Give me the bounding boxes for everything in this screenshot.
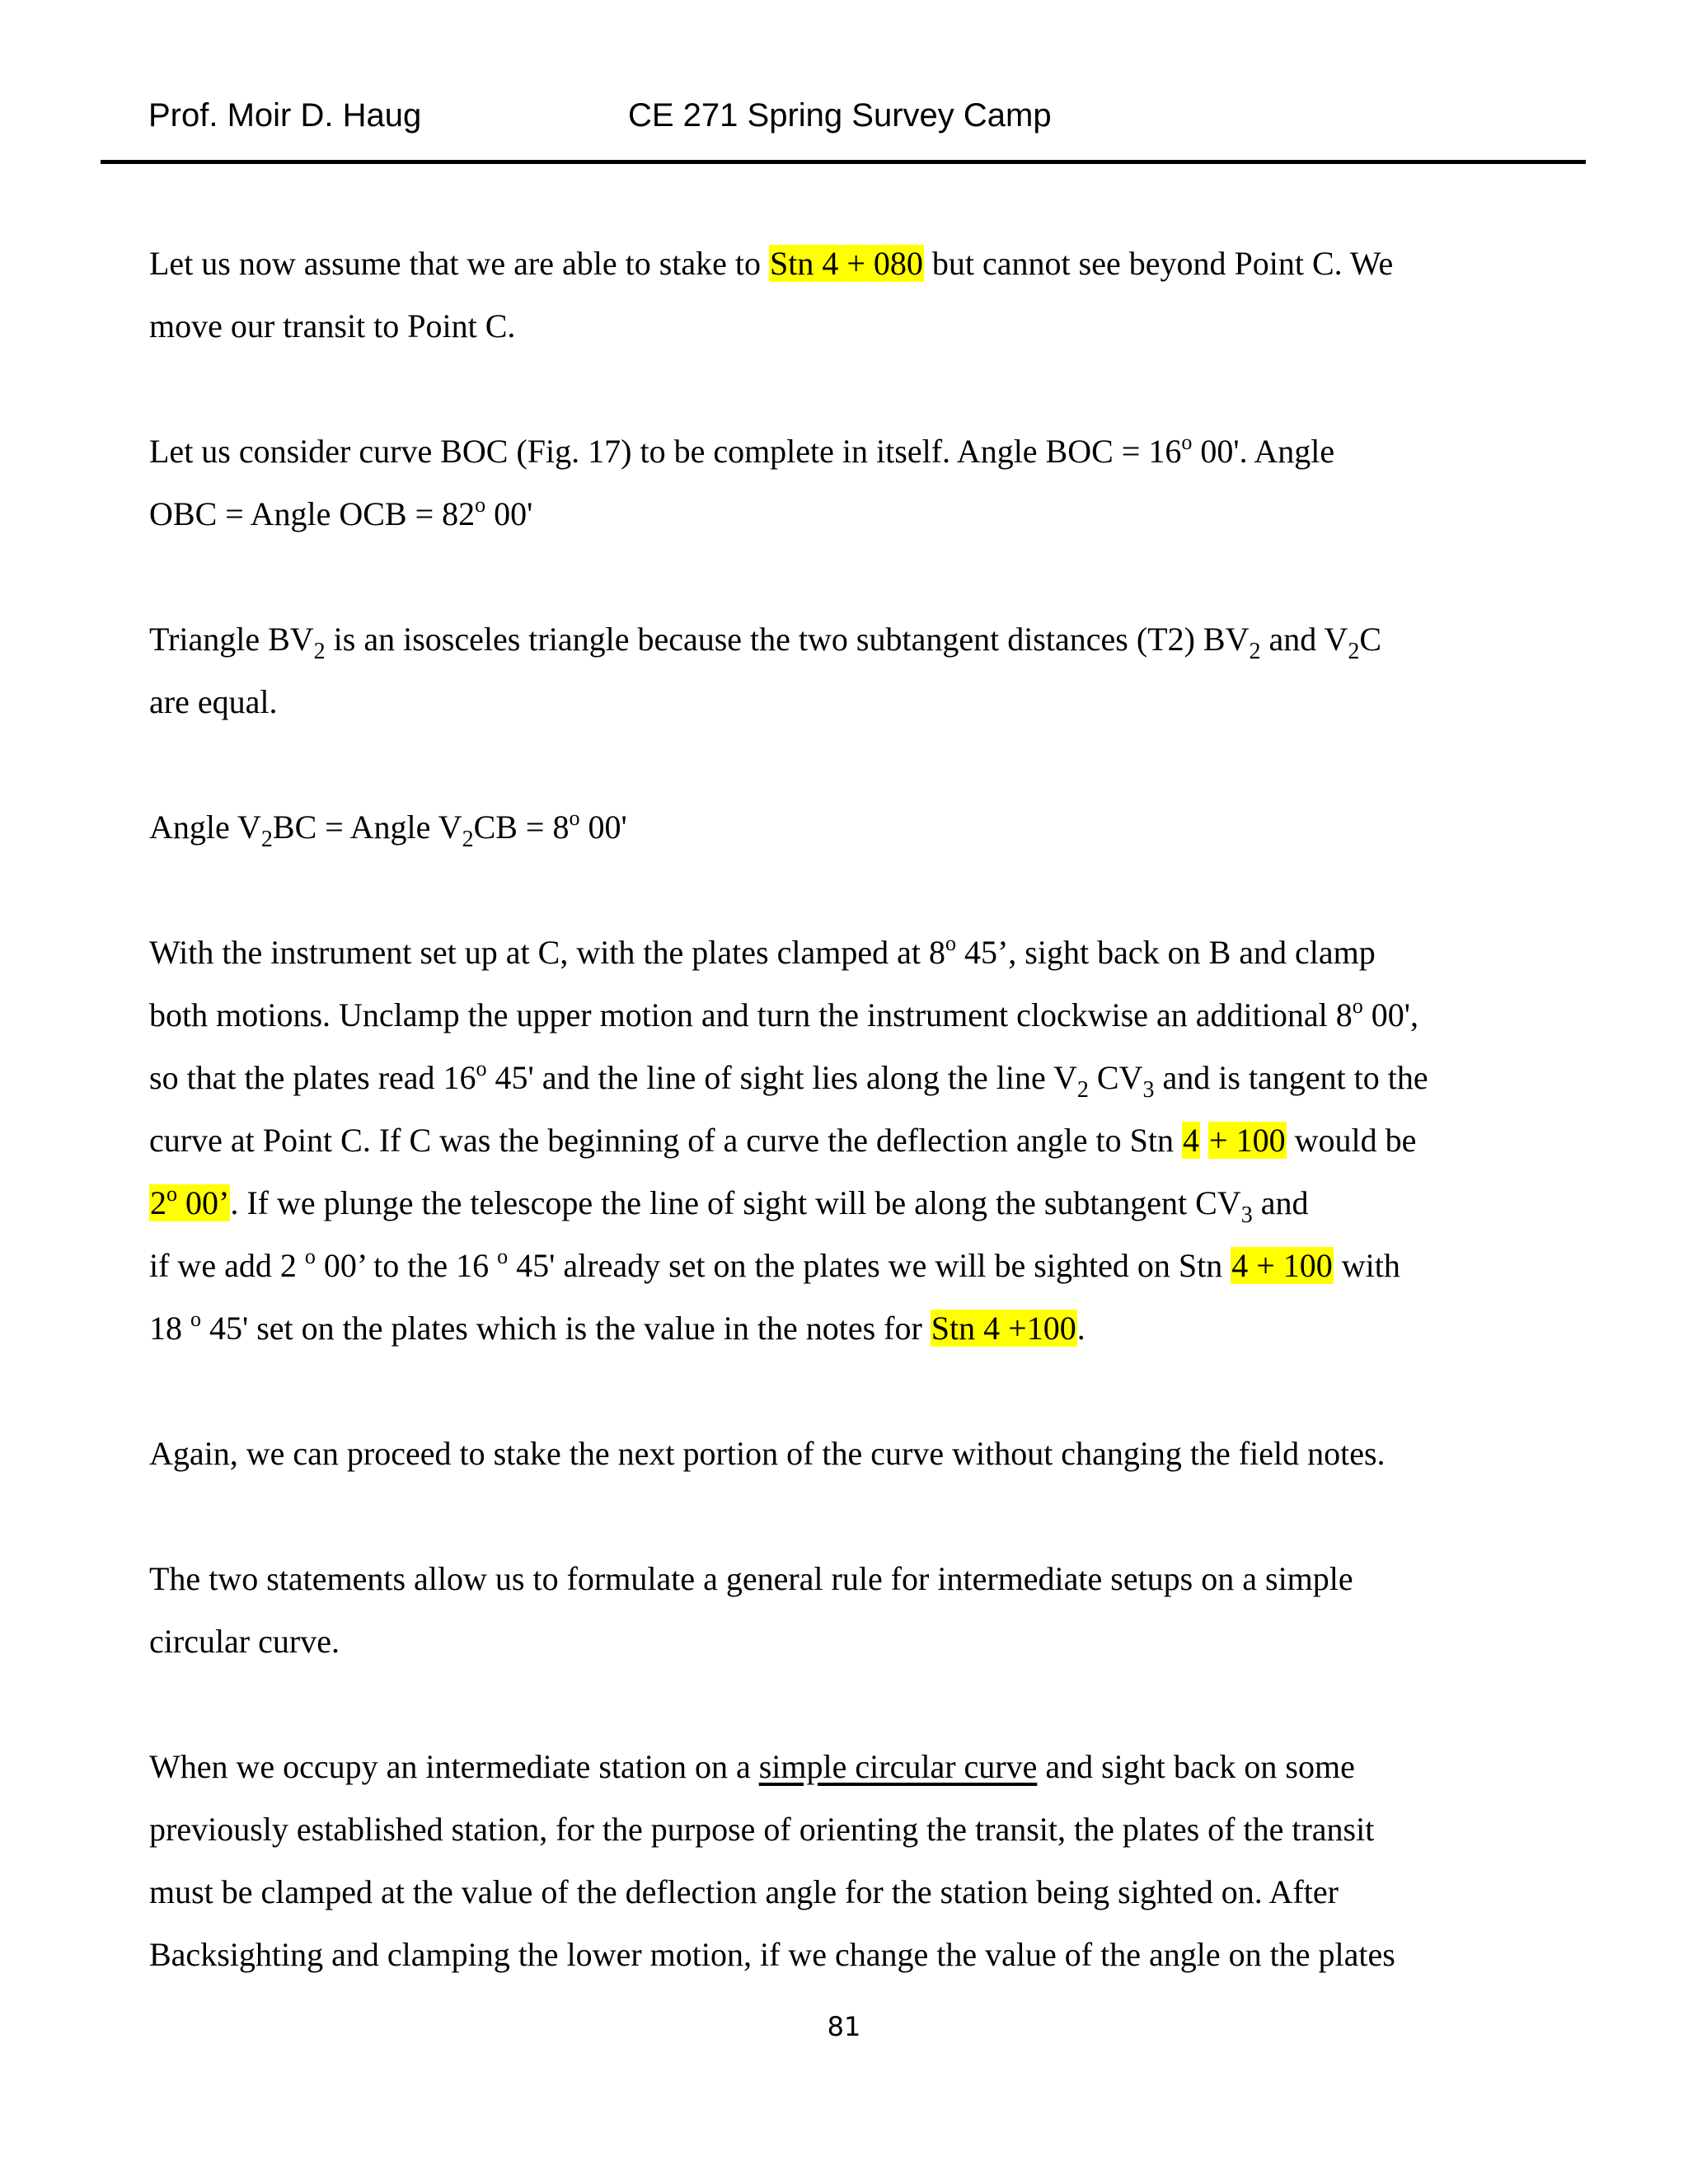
text-run: When we occupy an intermediate station on a (149, 1748, 759, 1785)
text-run: 00', (1362, 996, 1418, 1033)
degree-mark: o (945, 931, 956, 955)
degree-mark: o (1352, 994, 1363, 1018)
text-run: Let us consider curve BOC (Fig. 17) to be complete in itself. Angle BOC = 16 (149, 433, 1182, 470)
paragraph-4 (149, 796, 1550, 859)
degree-mark: o (190, 1307, 201, 1331)
paragraph-5-line-4 (149, 1109, 1550, 1172)
degree-mark: o (304, 1244, 316, 1268)
paragraph-5-line-5 (149, 1172, 1550, 1235)
document-body (149, 232, 1550, 2049)
paragraph-5-line-2 (149, 984, 1550, 1047)
text-run: 2 (150, 1184, 166, 1221)
header-rule (101, 160, 1586, 164)
paragraph-8-line-3: must be clamped at the value of the deflection angle for the station being sighted on. After (149, 1873, 1339, 1910)
paragraph-3 (149, 608, 1550, 733)
highlighted-angle (149, 1184, 230, 1221)
paragraph-5 (149, 921, 1550, 1360)
paragraph-8 (149, 1736, 1550, 1986)
degree-mark: o (166, 1182, 177, 1206)
subscript: 2 (1076, 1077, 1089, 1103)
text-run: both motions. Unclamp the upper motion and turn the instrument clockwise an additional 8 (149, 996, 1353, 1033)
text-run: with (1333, 1247, 1400, 1284)
header-course: CE 271 Spring Survey Camp (628, 97, 1052, 134)
text-run: C (1359, 621, 1382, 658)
text-run: 18 (149, 1310, 182, 1347)
paragraph-1 (149, 232, 1550, 358)
text-run: 45' and the line of sight lies along the line V (486, 1059, 1077, 1096)
subscript: 2 (260, 827, 273, 852)
paragraph-6 (149, 1422, 1550, 1485)
subscript: 2 (1249, 639, 1261, 664)
text-run: 00'. Angle (1192, 433, 1335, 470)
paragraph-8-line-1 (149, 1736, 1550, 1798)
highlighted-station: Stn 4 + 080 (770, 245, 923, 282)
paragraph-7-line-1: The two statements allow us to formulate a general rule for intermediate setups on a simple (149, 1560, 1353, 1597)
paragraph-5-line-1 (149, 921, 1550, 984)
text-run: 45' already set on the plates we will be sighted on Stn (508, 1247, 1231, 1284)
header-author: Prof. Moir D. Haug (148, 97, 422, 134)
paragraph-6-line-1: Again, we can proceed to stake the next portion of the curve without changing the field notes. (149, 1435, 1386, 1472)
paragraph-2 (149, 420, 1550, 546)
subscript: 2 (313, 639, 326, 664)
paragraph-5-line-7 (149, 1297, 1550, 1360)
text-run: . If we plunge the telescope the line of sight will be along the subtangent CV (230, 1184, 1241, 1221)
text-run: curve at Point C. If C was the beginning of a curve the deflection angle to Stn (149, 1122, 1183, 1159)
text-run: would be (1286, 1122, 1417, 1159)
text-run: CV (1088, 1059, 1143, 1096)
degree-mark: o (476, 1057, 487, 1080)
underlined-term: simple circular curve (758, 1748, 1038, 1785)
text-run: 00’ to the 16 (315, 1247, 490, 1284)
text-run: Triangle BV (149, 621, 314, 658)
degree-mark: o (569, 806, 580, 830)
subscript: 2 (1348, 639, 1360, 664)
subscript: 3 (1240, 1202, 1253, 1228)
text-run: so that the plates read 16 (149, 1059, 476, 1096)
paragraph-4-line-1 (149, 796, 1550, 859)
highlighted-station: 4 + 100 (1231, 1247, 1333, 1284)
text-run: and V (1260, 621, 1348, 658)
text-run: 45’, sight back on B and clamp (955, 934, 1376, 971)
text-run: and is tangent to the (1154, 1059, 1428, 1096)
text-run: and (1252, 1184, 1309, 1221)
paragraph-1-line-1 (149, 232, 1550, 295)
text-run: if we add 2 (149, 1247, 297, 1284)
paragraph-2-line-1 (149, 420, 1550, 483)
highlighted-station: + 100 (1209, 1122, 1286, 1159)
text-run: Let us now assume that we are able to stake to (149, 245, 769, 282)
paragraph-5-line-3 (149, 1047, 1550, 1109)
text-run: OBC = Angle OCB = 82 (149, 495, 476, 532)
text-run: 45' set on the plates which is the value in the notes for (201, 1310, 931, 1347)
text-run: and sight back on some (1037, 1748, 1355, 1785)
paragraph-1-line-2: move our transit to Point C. (149, 307, 516, 344)
paragraph-8-line-4: Backsighting and clamping the lower motion, if we change the value of the angle on the plates (149, 1936, 1395, 1973)
text-run: . (1076, 1310, 1085, 1347)
subscript: 2 (462, 827, 474, 852)
paragraph-5-line-6 (149, 1235, 1550, 1297)
subscript: 3 (1142, 1077, 1155, 1103)
page-header (0, 97, 1688, 147)
degree-mark: o (475, 493, 486, 517)
paragraph-7-line-2: circular curve. (149, 1623, 340, 1660)
paragraph-7 (149, 1548, 1550, 1673)
page-number: 81 (827, 2011, 861, 2042)
degree-mark: o (497, 1244, 509, 1268)
paragraph-2-line-2 (149, 483, 1550, 546)
highlighted-station: 4 (1183, 1122, 1200, 1159)
paragraph-8-line-2: previously established station, for the purpose of orienting the transit, the plates of the transit (149, 1811, 1375, 1848)
text-run: CB = 8 (473, 808, 570, 846)
text-run: Angle V (149, 808, 261, 846)
text-run: but cannot see beyond Point C. We (923, 245, 1394, 282)
text-run: With the instrument set up at C, with the plates clamped at 8 (149, 934, 945, 971)
text-run: 00' (579, 808, 627, 846)
text-run: BC = Angle V (272, 808, 462, 846)
degree-mark: o (1181, 430, 1193, 454)
text-run: 00’ (177, 1184, 230, 1221)
paragraph-3-line-1 (149, 608, 1550, 671)
text-run: is an isosceles triangle because the two subtangent distances (T2) BV (325, 621, 1250, 658)
text-run: 00' (485, 495, 533, 532)
paragraph-3-line-2: are equal. (149, 683, 278, 720)
highlighted-station: Stn 4 +100 (931, 1310, 1076, 1347)
